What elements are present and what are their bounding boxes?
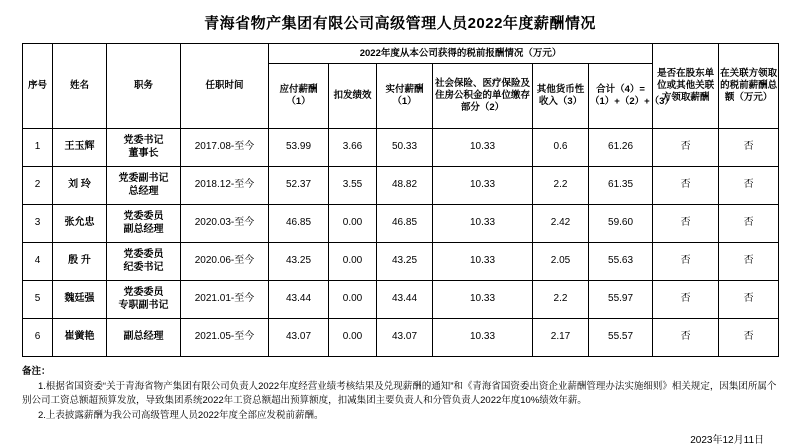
cell-payable-salary: 46.85 — [269, 205, 329, 243]
cell-deduct-performance: 3.66 — [329, 129, 377, 167]
cell-deduct-performance: 3.55 — [329, 167, 377, 205]
cell-total: 61.35 — [589, 167, 653, 205]
cell-name: 崔黉艳 — [53, 319, 107, 357]
cell-related-party-pay: 否 — [719, 167, 779, 205]
cell-related-party-pay: 否 — [719, 129, 779, 167]
cell-other-currency-income: 2.05 — [533, 243, 589, 281]
header-total: 合计（4）=（1）+（2）+（3） — [589, 64, 653, 129]
cell-position: 副总经理 — [107, 319, 181, 357]
cell-related-party-pay: 否 — [719, 281, 779, 319]
cell-deduct-performance: 0.00 — [329, 205, 377, 243]
cell-other-currency-income: 2.42 — [533, 205, 589, 243]
cell-total: 55.63 — [589, 243, 653, 281]
table-row — [23, 205, 779, 243]
cell-related-party-pay: 否 — [719, 319, 779, 357]
table-row — [23, 281, 779, 319]
header-appointment-time: 任职时间 — [181, 44, 269, 129]
cell-total: 61.26 — [589, 129, 653, 167]
cell-appointment-time: 2021.05-至今 — [181, 319, 269, 357]
cell-social-insurance: 10.33 — [433, 129, 533, 167]
cell-social-insurance: 10.33 — [433, 167, 533, 205]
cell-position: 党委委员 纪委书记 — [107, 243, 181, 281]
header-is-shareholder-pay: 是否在股东单位或其他关联方领取薪酬 — [653, 44, 719, 129]
cell-seq: 1 — [23, 129, 53, 167]
cell-appointment-time: 2020.06-至今 — [181, 243, 269, 281]
cell-social-insurance: 10.33 — [433, 243, 533, 281]
cell-seq: 3 — [23, 205, 53, 243]
cell-is-shareholder-pay: 否 — [653, 319, 719, 357]
cell-related-party-pay: 否 — [719, 205, 779, 243]
cell-position: 党委书记 董事长 — [107, 129, 181, 167]
cell-seq: 4 — [23, 243, 53, 281]
cell-appointment-time: 2017.08-至今 — [181, 129, 269, 167]
cell-appointment-time: 2018.12-至今 — [181, 167, 269, 205]
cell-total: 55.57 — [589, 319, 653, 357]
cell-name: 刘 玲 — [53, 167, 107, 205]
note-item-1: 1.根据省国资委“关于青海省物产集团有限公司负责人2022年度经营业绩考核结果及兑现薪酬的通知”和《青海省国资委出资企业薪酬管理办法实施细则》相关规定，因集团所属个别公司工资总额超预算发放，导致集团系统2022年工资总额超出预算额度，扣减集团主要负责人和分管负责人2022年度10%绩效年薪。 — [22, 380, 777, 407]
notes-label: 备注： — [22, 366, 51, 377]
cell-name: 魏廷强 — [53, 281, 107, 319]
cell-total: 55.97 — [589, 281, 653, 319]
cell-related-party-pay: 否 — [719, 243, 779, 281]
cell-is-shareholder-pay: 否 — [653, 167, 719, 205]
cell-payable-salary: 52.37 — [269, 167, 329, 205]
cell-position: 党委委员 副总经理 — [107, 205, 181, 243]
table-body — [23, 129, 779, 357]
cell-actual-salary: 50.33 — [377, 129, 433, 167]
header-actual-salary: 实付薪酬（1） — [377, 64, 433, 129]
header-deduct-performance: 扣发绩效 — [329, 64, 377, 129]
header-seq: 序号 — [23, 44, 53, 129]
cell-payable-salary: 43.44 — [269, 281, 329, 319]
header-name: 姓名 — [53, 44, 107, 129]
cell-deduct-performance: 0.00 — [329, 319, 377, 357]
cell-total: 59.60 — [589, 205, 653, 243]
header-income-group: 2022年度从本公司获得的税前报酬情况（万元） — [269, 44, 653, 64]
cell-other-currency-income: 0.6 — [533, 129, 589, 167]
note-item-2: 2.上表披露薪酬为我公司高级管理人员2022年度全部应发税前薪酬。 — [38, 410, 324, 422]
cell-social-insurance: 10.33 — [433, 205, 533, 243]
cell-actual-salary: 46.85 — [377, 205, 433, 243]
header-position: 职务 — [107, 44, 181, 129]
cell-actual-salary: 43.07 — [377, 319, 433, 357]
cell-is-shareholder-pay: 否 — [653, 205, 719, 243]
cell-other-currency-income: 2.2 — [533, 167, 589, 205]
cell-other-currency-income: 2.17 — [533, 319, 589, 357]
cell-is-shareholder-pay: 否 — [653, 281, 719, 319]
cell-seq: 5 — [23, 281, 53, 319]
cell-seq: 2 — [23, 167, 53, 205]
cell-actual-salary: 43.25 — [377, 243, 433, 281]
cell-actual-salary: 43.44 — [377, 281, 433, 319]
cell-appointment-time: 2021.01-至今 — [181, 281, 269, 319]
cell-name: 殷 升 — [53, 243, 107, 281]
document-date: 2023年12月11日 — [690, 434, 764, 446]
cell-is-shareholder-pay: 否 — [653, 129, 719, 167]
table-row — [23, 243, 779, 281]
cell-deduct-performance: 0.00 — [329, 243, 377, 281]
cell-actual-salary: 48.82 — [377, 167, 433, 205]
cell-is-shareholder-pay: 否 — [653, 243, 719, 281]
header-payable-salary: 应付薪酬（1） — [269, 64, 329, 129]
cell-position: 党委委员 专职副书记 — [107, 281, 181, 319]
cell-payable-salary: 53.99 — [269, 129, 329, 167]
cell-appointment-time: 2020.03-至今 — [181, 205, 269, 243]
table-header — [23, 44, 779, 129]
cell-deduct-performance: 0.00 — [329, 281, 377, 319]
cell-social-insurance: 10.33 — [433, 281, 533, 319]
cell-name: 张允忠 — [53, 205, 107, 243]
cell-social-insurance: 10.33 — [433, 319, 533, 357]
compensation-table — [22, 43, 779, 357]
cell-seq: 6 — [23, 319, 53, 357]
table-row — [23, 167, 779, 205]
header-related-party-pay: 在关联方领取的税前薪酬总额（万元） — [719, 44, 779, 129]
cell-payable-salary: 43.07 — [269, 319, 329, 357]
table-row — [23, 129, 779, 167]
cell-position: 党委副书记 总经理 — [107, 167, 181, 205]
cell-name: 王玉辉 — [53, 129, 107, 167]
cell-other-currency-income: 2.2 — [533, 281, 589, 319]
cell-payable-salary: 43.25 — [269, 243, 329, 281]
header-other-currency-income: 其他货币性收入（3） — [533, 64, 589, 129]
header-social-insurance: 社会保险、医疗保险及住房公积金的单位缴存部分（2） — [433, 64, 533, 129]
table-row — [23, 319, 779, 357]
notes-section — [22, 365, 778, 424]
page-title: 青海省物产集团有限公司高级管理人员2022年度薪酬情况 — [204, 15, 596, 32]
